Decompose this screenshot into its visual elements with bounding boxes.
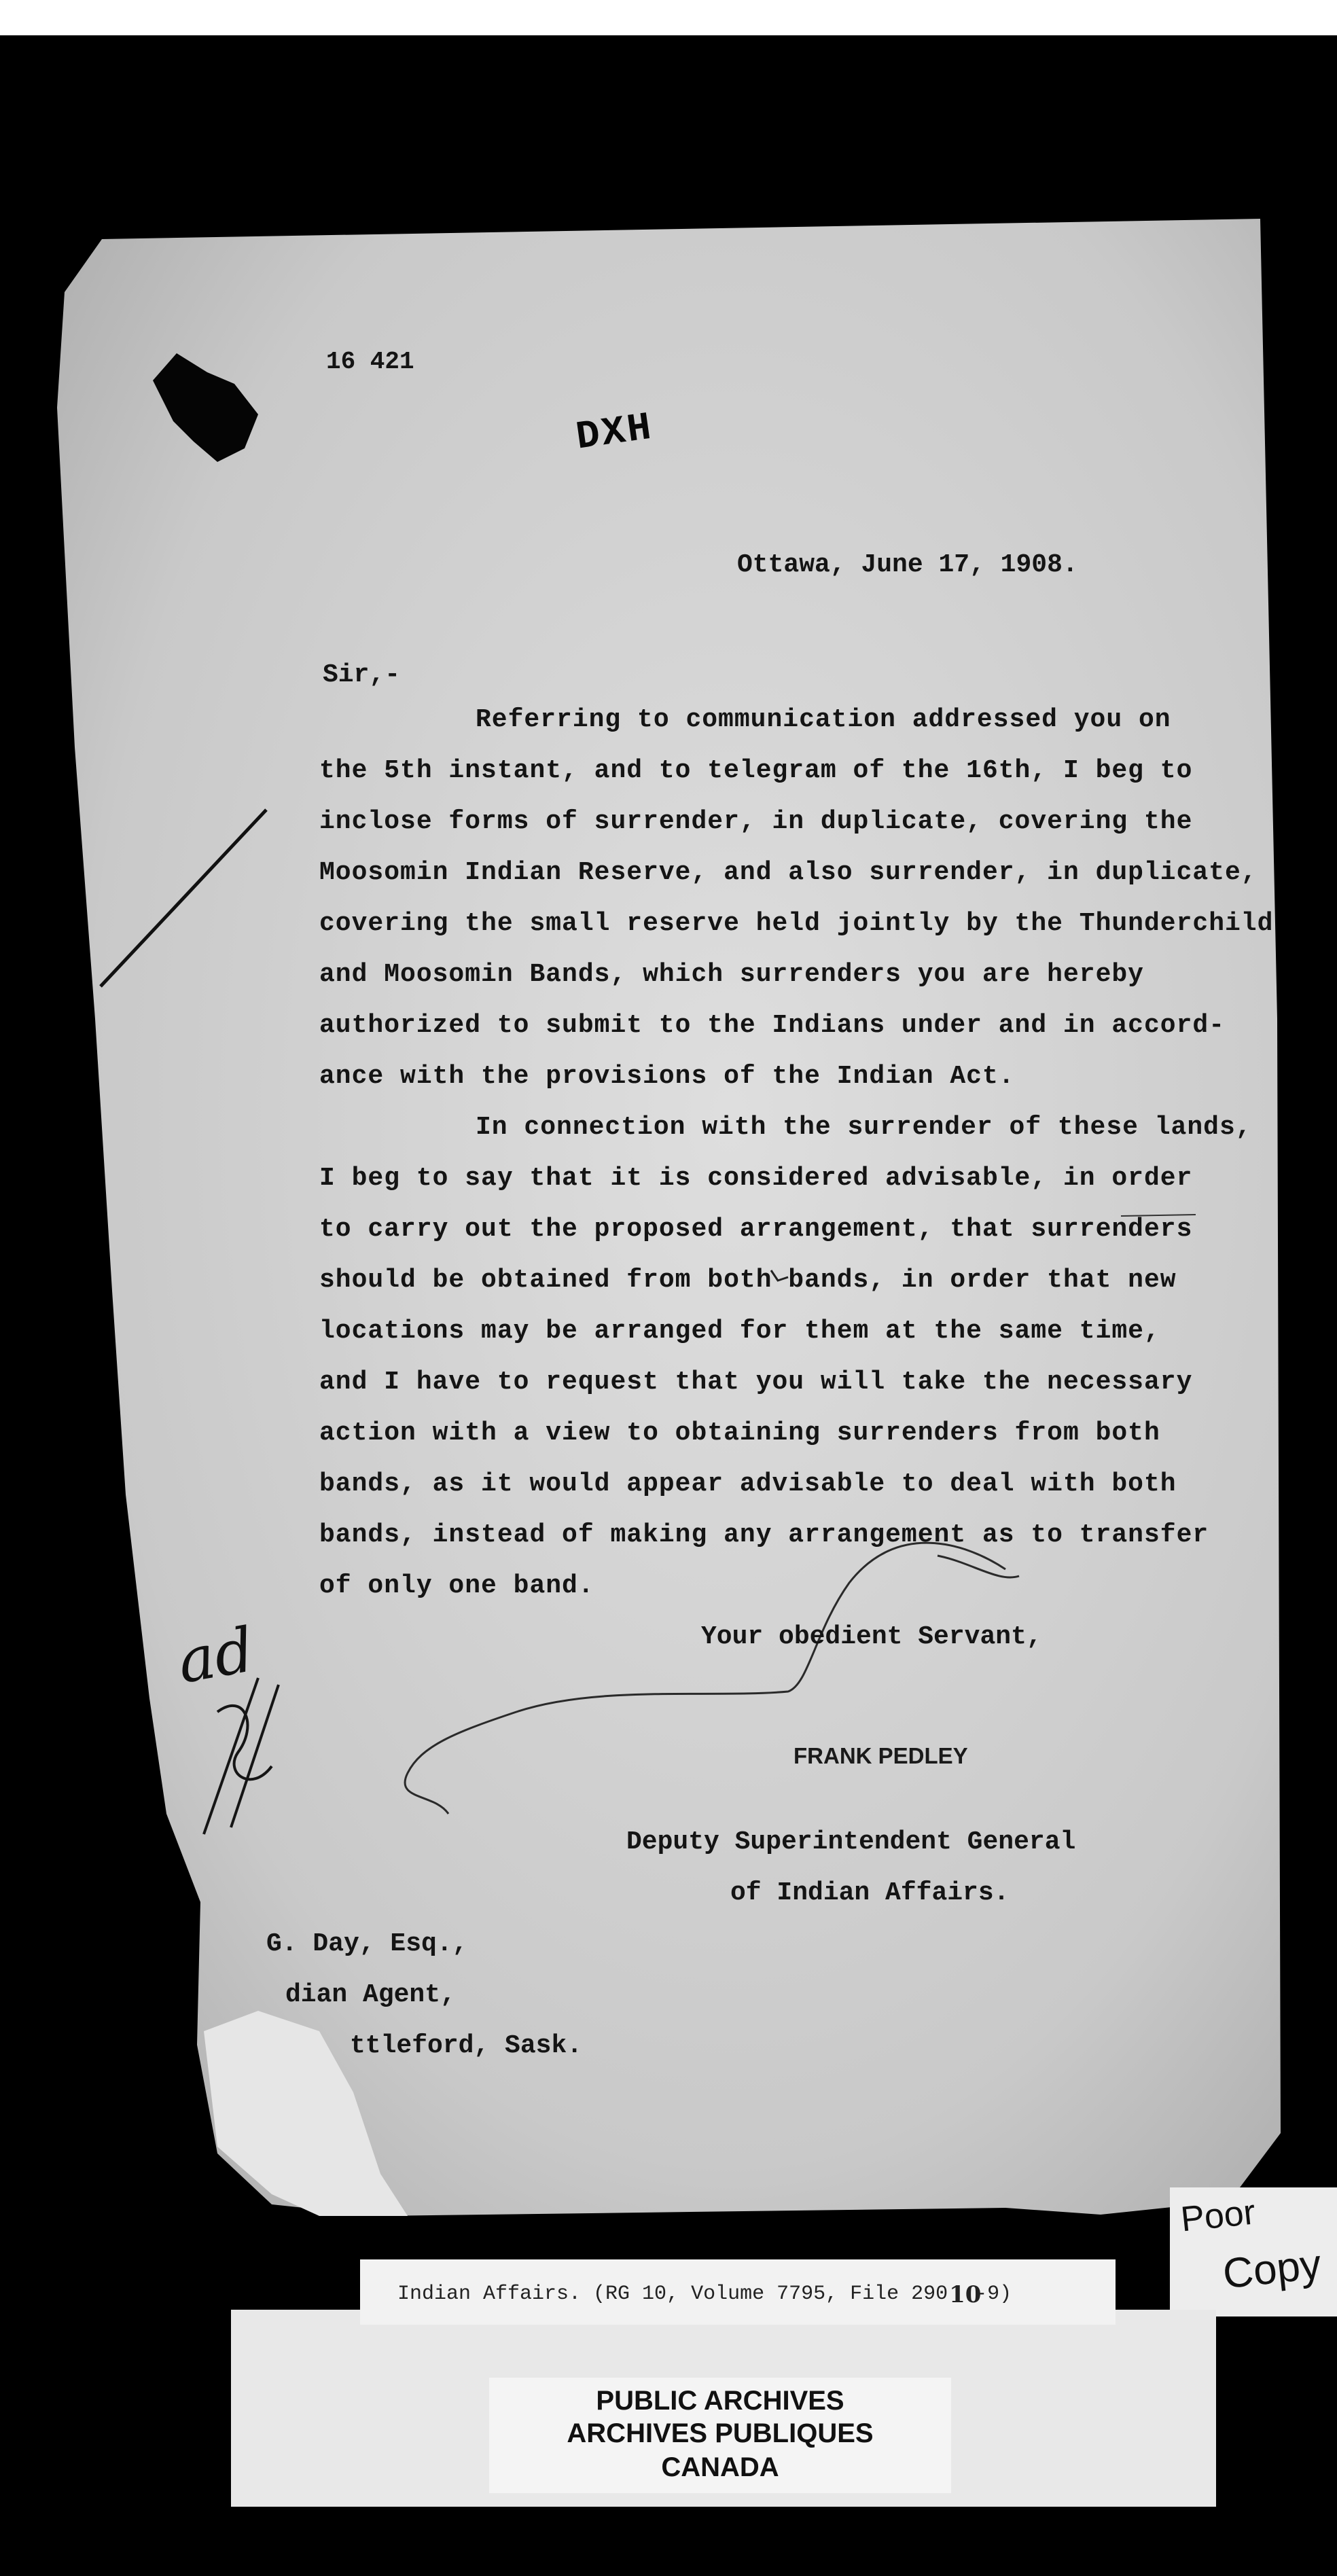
title-line-1: Deputy Superintendent General <box>626 1827 1076 1857</box>
body-line-13: locations may be arranged for them at the same time, <box>319 1317 1160 1346</box>
body-line-8: ance with the provisions of the Indian Act. <box>319 1062 1015 1091</box>
address-line-3: ttleford, Sask. <box>350 2031 583 2060</box>
stamp-line-2: ARCHIVES PUBLIQUES <box>567 2418 874 2448</box>
body-line-3: inclose forms of surrender, in duplicate, covering the <box>319 807 1193 836</box>
body-line-17: bands, instead of making any arrangement as to transfer <box>319 1520 1209 1550</box>
stamp-line-3: CANADA <box>661 2452 779 2482</box>
body-line-10: I beg to say that it is considered advisable, in order <box>319 1164 1193 1193</box>
body-line-12: should be obtained from both bands, in order that new <box>319 1266 1177 1295</box>
closing: Your obedient Servant, <box>701 1622 1042 1651</box>
body-line-11: to carry out the proposed arrangement, that surrenders <box>319 1215 1193 1244</box>
body-line-15: action with a view to obtaining surrenders from both <box>319 1418 1160 1448</box>
margin-handwritten-note: ad <box>172 1614 260 1698</box>
handwritten-note-line-1: Poor <box>1179 2192 1258 2240</box>
address-line-2: dian Agent, <box>285 1980 456 2009</box>
body-line-18: of only one band. <box>319 1571 594 1600</box>
title-line-2: of Indian Affairs. <box>730 1878 1010 1908</box>
archive-label-text: Indian Affairs. (RG 10, Volume 7795, File 290 10 -9) <box>397 2281 1012 2308</box>
file-number: 16 421 <box>326 348 414 376</box>
body-line-6: and Moosomin Bands, which surrenders you are hereby <box>319 960 1144 989</box>
body-line-16: bands, as it would appear advisable to deal with both <box>319 1469 1177 1499</box>
body-line-9: In connection with the surrender of these lands, <box>476 1113 1252 1142</box>
body-line-7: authorized to submit to the Indians under and in accord- <box>319 1011 1226 1040</box>
body-line-5: covering the small reserve held jointly by the Thunderchild <box>319 909 1274 938</box>
dxh-stamp: DXH <box>573 406 656 461</box>
signature-name: FRANK PEDLEY <box>794 1743 968 1768</box>
place-date: Ottawa, June 17, 1908. <box>737 550 1078 579</box>
handwritten-note-line-2: Copy <box>1220 2240 1323 2298</box>
stamp-line-1: PUBLIC ARCHIVES <box>596 2386 844 2416</box>
salutation: Sir,- <box>323 660 401 690</box>
body-line-1: Referring to communication addressed you on <box>476 705 1171 734</box>
body-line-2: the 5th instant, and to telegram of the 16th, I beg to <box>319 756 1193 785</box>
archive-label-overwrite: 10 <box>949 2281 982 2308</box>
address-line-1: G. Day, Esq., <box>266 1929 468 1958</box>
body-line-14: and I have to request that you will take the necessary <box>319 1367 1193 1397</box>
body-line-4: Moosomin Indian Reserve, and also surrender, in duplicate, <box>319 858 1258 887</box>
